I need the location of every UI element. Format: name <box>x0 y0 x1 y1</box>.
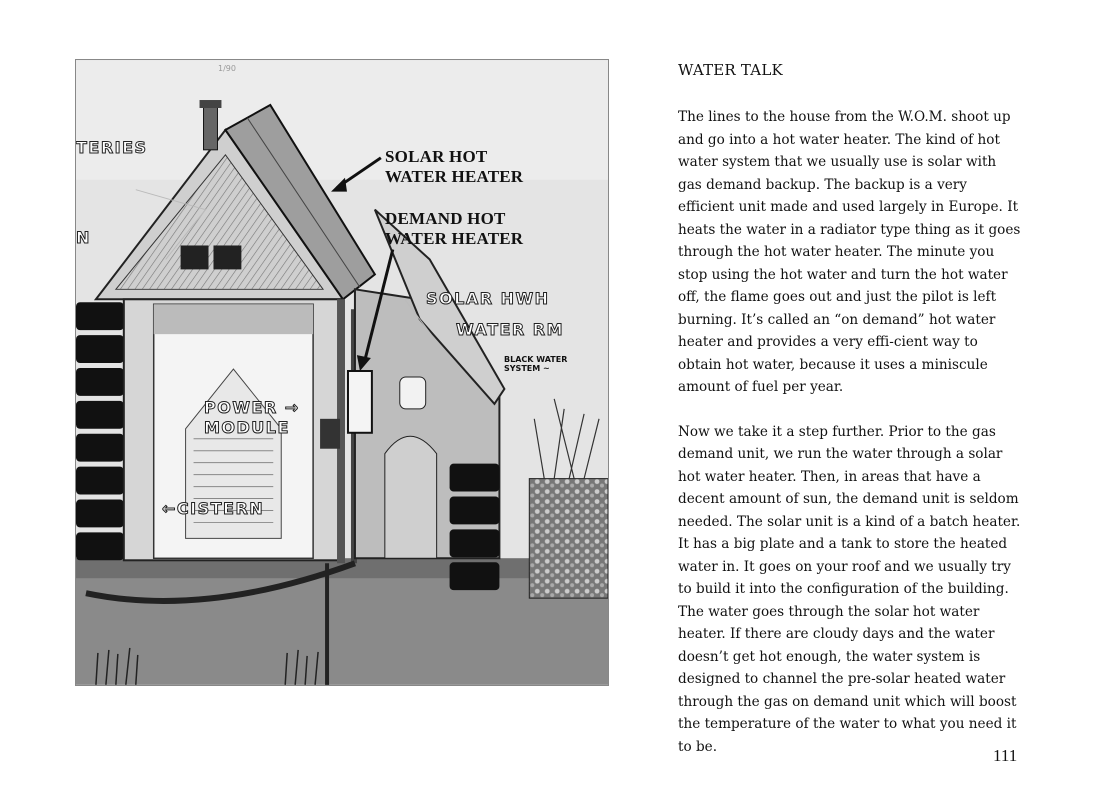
article <box>678 60 1023 780</box>
label-black-water-system: BLACK WATER SYSTEM ~ <box>504 355 568 373</box>
label-left-edge: N <box>76 228 91 247</box>
label-batteries: TERIES <box>76 138 148 157</box>
article-paragraph-1: The lines to the house from the W.O.M. shoot up and go into a hot water heater. The kind of hot water system that we usually use is solar with gas demand backup. The backup is a very efficient unit made and used largely in Europe. It heats the water in a radiator type thing as it goes through the hot water heater. The minute you stop using the hot water and turn the hot water off, the flame goes out and just the pilot is left burning. It’s called an “on demand” hot water heater and provides a very effi-cient way to obtain hot water, because it uses a miniscule amount of fuel per year. <box>678 109 1021 395</box>
label-sketch-note: 1/90 <box>218 64 236 73</box>
label-demand-hot-water-heater: DEMAND HOT WATER HEATER <box>385 209 524 248</box>
house-cross-section-illustration <box>75 59 609 686</box>
article-paragraph-2: Now we take it a step further. Prior to the gas demand unit, we run the water through a solar hot water heater. Then, in areas that have a decent amount of sun, the demand unit is seldom needed. The solar unit is a kind of a batch heater. It has a big plate and a tank to store the heated water in. It goes on your roof and we usually try to build it into the configuration of the building. The water goes through the solar hot water heater. If there are cloudy days and the water doesn’t get hot enough, the water system is designed to channel the pre-solar heated water through the gas on demand unit which will boost the temperature of the water to what you need it to be. <box>678 423 1021 755</box>
label-solar-hwh: SOLAR HWH <box>426 289 550 308</box>
label-power-module: POWER → MODULE <box>204 398 300 437</box>
article-title: WATER TALK <box>678 61 783 79</box>
label-water-rm: WATER RM <box>456 320 565 339</box>
label-cistern: ←CISTERN <box>162 499 265 518</box>
label-solar-hot-water-heater: SOLAR HOT WATER HEATER <box>385 147 524 186</box>
page-number: 111 <box>993 746 1018 765</box>
